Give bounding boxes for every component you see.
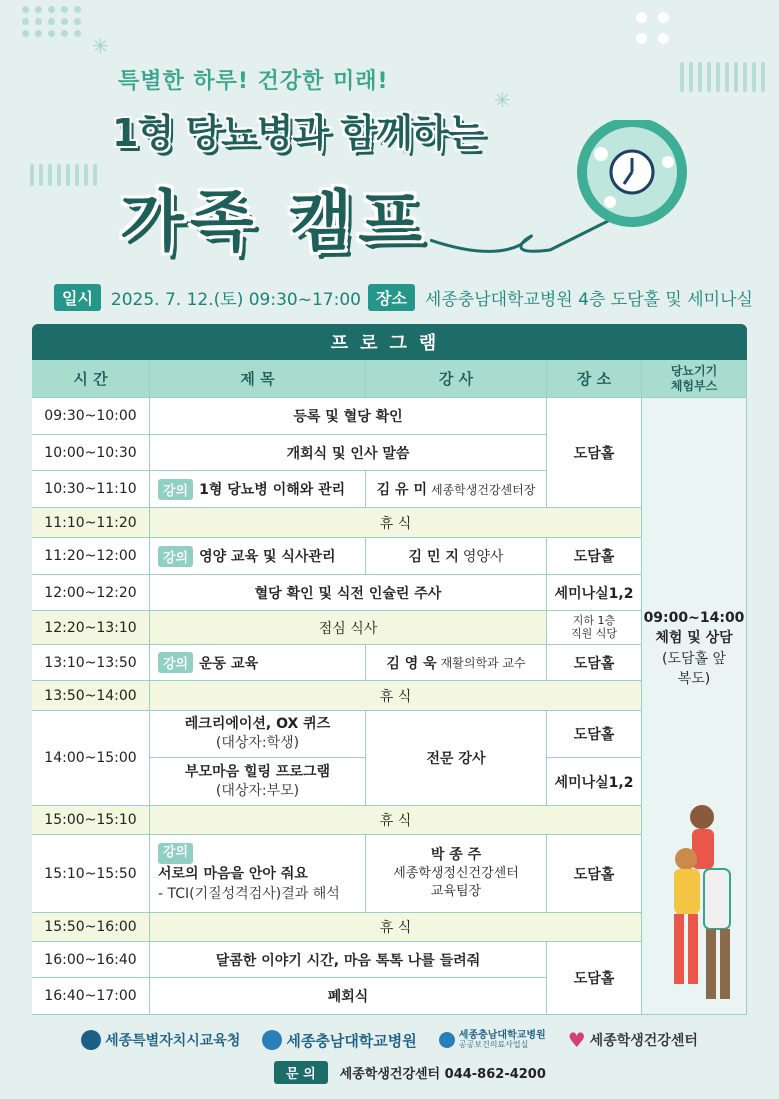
dots-decoration <box>636 12 670 44</box>
title-sub: (대상자:부모) <box>215 782 300 799</box>
sparkle-icon: ✳ <box>494 88 511 112</box>
date-info <box>54 284 361 311</box>
program-header: 프로그램 <box>32 324 747 360</box>
contact-tag: 문 의 <box>274 1061 328 1084</box>
speaker-name: 김 영 욱 <box>386 655 437 672</box>
place-cell: 세미나실1,2 <box>547 575 642 611</box>
time-cell: 15:50~16:00 <box>32 913 150 942</box>
speaker-cell <box>366 538 547 575</box>
title-text: 부모마음 힐링 프로그램 <box>185 763 330 780</box>
break-cell: 휴 식 <box>150 913 642 942</box>
lecture-tag: 강의 <box>158 546 193 567</box>
stripes-decoration <box>30 164 97 186</box>
dots-decoration <box>22 6 82 37</box>
lecture-tag: 강의 <box>158 843 193 864</box>
col-speaker: 강 사 <box>366 360 547 398</box>
booth-cell <box>642 398 747 1015</box>
hospital-icon <box>262 1030 282 1050</box>
slogan: 특별한 하루! 건강한 미래! <box>118 69 389 94</box>
stripes-decoration <box>680 62 765 92</box>
time-cell: 11:20~12:00 <box>32 538 150 575</box>
break-cell: 휴 식 <box>150 806 642 835</box>
heart-icon: ♥ <box>567 1028 586 1052</box>
lecture-tag: 강의 <box>158 652 193 673</box>
title-cell: 혈당 확인 및 식전 인슐린 주사 <box>150 575 547 611</box>
title-cell <box>150 835 366 913</box>
time-cell: 13:50~14:00 <box>32 681 150 711</box>
speaker-role: 세종학생건강센터장 <box>430 482 536 497</box>
title-sub: - TCI(기질성격검사)결과 해석 <box>158 885 340 902</box>
place-cell: 도담홀 <box>547 645 642 681</box>
place-cell: 도담홀 <box>547 942 642 1015</box>
time-cell: 16:40~17:00 <box>32 978 150 1015</box>
title-cell: 등록 및 혈당 확인 <box>150 398 547 435</box>
speaker-cell <box>366 471 547 508</box>
speaker-role: 재활의학과 교수 <box>440 656 526 670</box>
speaker-name: 김 민 지 <box>408 549 459 565</box>
logo-health-center: ♥ 세종학생건강센터 <box>567 1028 698 1052</box>
speaker-cell <box>366 645 547 681</box>
program-grid <box>32 360 747 1015</box>
time-cell: 15:10~15:50 <box>32 835 150 913</box>
place-tag: 장소 <box>368 284 415 311</box>
program-table <box>32 324 747 1015</box>
place-value: 세종충남대학교병원 4층 도담홀 및 세미나실 <box>424 290 753 310</box>
place-cell: 도담홀 <box>547 398 642 508</box>
title-text: 영양 교육 및 식사관리 <box>199 549 336 565</box>
booth-where: (도담홀 앞 복도) <box>661 650 726 687</box>
date-tag: 일시 <box>54 284 101 311</box>
place-cell: 세미나실1,2 <box>547 758 642 806</box>
time-cell: 11:10~11:20 <box>32 508 150 538</box>
col-booth: 당뇨기기 체험부스 <box>642 360 747 398</box>
logo-bar <box>0 1028 779 1052</box>
logo-education-office: 세종특별자치시교육청 <box>81 1030 240 1050</box>
title-text: 서로의 마음을 안아 줘요 <box>158 865 308 882</box>
break-cell: 휴 식 <box>150 681 642 711</box>
education-office-icon <box>81 1030 101 1050</box>
title-cell <box>150 538 366 575</box>
title-text: 1형 당뇨병 이해와 관리 <box>199 482 346 498</box>
title-cell: 점심 식사 <box>150 611 547 645</box>
speaker-role: 교육팀장 <box>430 884 482 900</box>
title-line2: 가족 캠프 <box>120 183 429 260</box>
speaker-org: 세종학생정신건강센터 <box>393 866 519 882</box>
time-cell: 12:20~13:10 <box>32 611 150 645</box>
hospital-icon <box>439 1032 455 1048</box>
place-cell: 도담홀 <box>547 711 642 758</box>
title-sub: (대상자:학생) <box>215 735 300 751</box>
speaker-cell <box>366 835 547 913</box>
title-text: 운동 교육 <box>199 655 259 672</box>
col-title: 제 목 <box>150 360 366 398</box>
place-cell: 도담홀 <box>547 835 642 913</box>
speaker-role: 영양사 <box>462 549 504 565</box>
title-cell: 폐회식 <box>150 978 547 1015</box>
family-illustration <box>644 799 744 1009</box>
speaker-name: 박 종 주 <box>430 846 482 863</box>
lecture-tag: 강의 <box>158 479 193 500</box>
place-cell: 도담홀 <box>547 538 642 575</box>
contact-value: 세종학생건강센터 044-862-4200 <box>339 1067 546 1082</box>
sparkle-icon: ✳ <box>92 34 109 58</box>
col-time: 시 간 <box>32 360 150 398</box>
logo-public-health: 세종충남대학교병원 공공보건의료사업실 <box>439 1030 546 1050</box>
time-cell: 16:00~16:40 <box>32 942 150 978</box>
date-value: 2025. 7. 12.(토) 09:30~17:00 <box>110 290 361 310</box>
title-cell <box>150 471 366 508</box>
time-cell: 09:30~10:00 <box>32 398 150 435</box>
title-cell <box>150 711 366 758</box>
speaker-name: 김 유 미 <box>376 482 427 498</box>
booth-label: 체험 및 상담 <box>655 630 733 647</box>
title-cell <box>150 758 366 806</box>
title-line1: 1형 당뇨병과 함께하는 <box>112 111 484 155</box>
time-cell: 12:00~12:20 <box>32 575 150 611</box>
title-text: 레크리에이션, OX 퀴즈 <box>184 716 331 733</box>
title-cell: 달콤한 이야기 시간, 마음 톡톡 나를 들려줘 <box>150 942 547 978</box>
title-cell: 개회식 및 인사 말씀 <box>150 435 547 471</box>
speaker-cell: 전문 강사 <box>366 711 547 806</box>
place-info <box>368 284 753 311</box>
contact-info <box>274 1061 546 1084</box>
time-cell: 14:00~15:00 <box>32 711 150 806</box>
title-cell <box>150 645 366 681</box>
booth-time: 09:00~14:00 <box>643 610 745 626</box>
place-cell: 지하 1층 직원 식당 <box>547 611 642 645</box>
time-cell: 13:10~13:50 <box>32 645 150 681</box>
break-cell: 휴 식 <box>150 508 642 538</box>
time-cell: 15:00~15:10 <box>32 806 150 835</box>
time-cell: 10:00~10:30 <box>32 435 150 471</box>
logo-hospital: 세종충남대학교병원 <box>262 1030 416 1051</box>
clock-illustration <box>430 120 730 270</box>
time-cell: 10:30~11:10 <box>32 471 150 508</box>
col-place: 장 소 <box>547 360 642 398</box>
